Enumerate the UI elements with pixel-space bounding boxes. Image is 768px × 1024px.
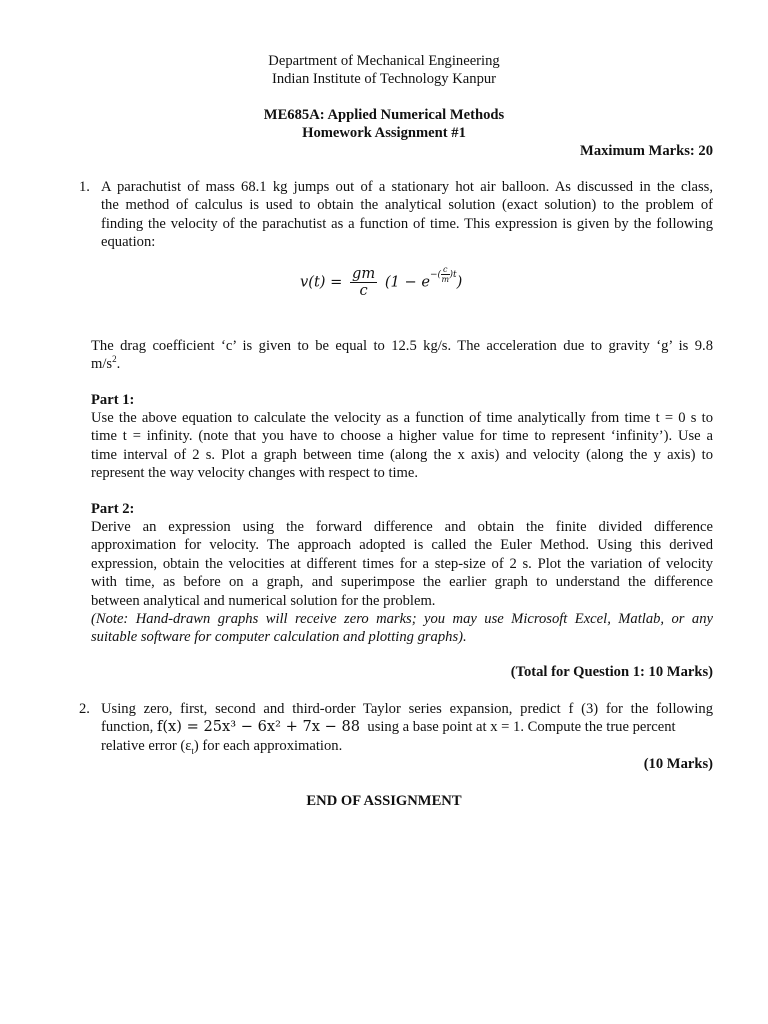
part-2-line: with time, as before on a graph, and superimpose the earlier graph to understand the difference bbox=[91, 574, 713, 591]
function-expression: f(x) = 25x³ − 6x² + 7x − 88 bbox=[156, 718, 361, 736]
institute-name: Indian Institute of Technology Kanpur bbox=[271, 71, 497, 87]
course-title: ME685A: Applied Numerical Methods bbox=[263, 107, 505, 123]
equation-rhs-open: (1 − e bbox=[384, 273, 430, 291]
part-2-line: expression, obtain the velocities at different times for a step-size of 2 s. Plot the variation of velocity bbox=[91, 555, 713, 572]
fraction-numerator: gm bbox=[352, 265, 376, 282]
q1-intro-line: A parachutist of mass 68.1 kg jumps out of a stationary hot air balloon. As discussed in the class, bbox=[101, 179, 713, 195]
part-2-line: between analytical and numerical solution for the problem. bbox=[91, 592, 436, 609]
exponent-numerator: c bbox=[443, 264, 448, 274]
question-2-marks: (10 Marks) bbox=[643, 756, 713, 772]
base-point-text: using a base point at x = 1. Compute the true percent bbox=[367, 719, 676, 736]
part-1-line: represent the way velocity changes with respect to time. bbox=[91, 465, 419, 482]
units-text: m/s bbox=[91, 356, 113, 373]
q1-intro-line: the method of calculus is used to obtain the analytical solution (exact solution) to the problem of bbox=[101, 197, 713, 214]
part-2-line: Derive an expression using the forward difference and obtain the finite divided difference bbox=[91, 519, 713, 535]
part-2-text bbox=[91, 518, 713, 647]
units-superscript: 2 bbox=[112, 354, 117, 365]
equation-rhs-close: ) bbox=[456, 273, 463, 291]
q2-line: Using zero, first, second and third-order Taylor series expansion, predict f (3) for the following bbox=[101, 701, 713, 717]
drag-line-2 bbox=[91, 355, 713, 373]
question-2-text bbox=[101, 700, 713, 755]
part-1-title: Part 1: bbox=[91, 392, 135, 408]
part-1-line: time interval of 2 s. Plot a graph between time (along the x axis) and velocity (along the y axis) to bbox=[91, 446, 713, 463]
part-2-line: approximation for velocity. The approach adopted is called the Euler Method. Using this derived bbox=[91, 537, 713, 554]
part-2-title: Part 2: bbox=[91, 501, 135, 517]
part-1-line: Use the above equation to calculate the velocity as a function of time analytically from time t = 0 s to bbox=[91, 410, 713, 426]
velocity-equation bbox=[300, 266, 462, 299]
exponent-denominator: m bbox=[441, 274, 450, 284]
exponent-fraction bbox=[441, 265, 449, 284]
error-subscript: t bbox=[191, 745, 194, 756]
q2-line-3 bbox=[101, 737, 713, 755]
part-2-note-line: (Note: Hand-drawn graphs will receive zero marks; you may use Microsoft Excel, Matlab, or any bbox=[91, 611, 713, 628]
equation-exponent: −( c m )t bbox=[429, 264, 457, 284]
part-1-text bbox=[91, 409, 713, 483]
part-2-note-line: suitable software for computer calculation and plotting graphs). bbox=[91, 629, 467, 646]
units-period: . bbox=[116, 356, 121, 373]
question-1-total: (Total for Question 1: 10 Marks) bbox=[510, 664, 713, 680]
assignment-title: Homework Assignment #1 bbox=[302, 125, 466, 141]
part-1-line: time t = infinity. (note that you have to choose a higher value for time to represent ‘infinity’). Use a bbox=[91, 428, 713, 445]
q1-intro-line: equation: bbox=[101, 234, 156, 251]
q2-line-2 bbox=[101, 718, 713, 736]
function-label: function, bbox=[101, 719, 154, 736]
drag-coefficient-text bbox=[91, 337, 713, 374]
equation-fraction bbox=[350, 266, 377, 299]
question-1-number: 1. bbox=[79, 179, 90, 195]
question-1-intro bbox=[101, 178, 713, 252]
question-2-number: 2. bbox=[79, 701, 90, 717]
error-text-end: ) for each approximation. bbox=[193, 737, 343, 754]
maximum-marks: Maximum Marks: 20 bbox=[580, 143, 713, 159]
drag-line: The drag coefficient ‘c’ is given to be equal to 12.5 kg/s. The acceleration due to gravity ‘g’ is 9.8 bbox=[91, 338, 713, 354]
end-of-assignment: END OF ASSIGNMENT bbox=[306, 793, 462, 809]
error-text: relative error (ε bbox=[101, 737, 192, 754]
q1-intro-line: finding the velocity of the parachutist as a function of time. This expression is given by the following bbox=[101, 215, 713, 232]
equation-lhs: v(t) = bbox=[300, 273, 343, 291]
fraction-denominator: c bbox=[359, 282, 368, 299]
department-name: Department of Mechanical Engineering bbox=[268, 53, 500, 69]
